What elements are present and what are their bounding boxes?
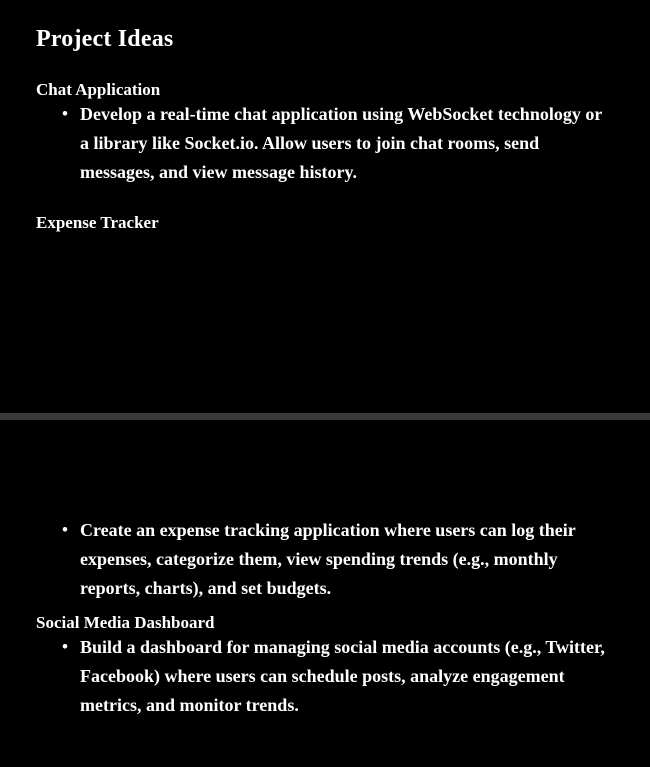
list-item: • Create an expense tracking application where users can log their expenses, categorize them, view spending trends (e.g., monthly reports, charts), and set budgets. <box>36 516 614 603</box>
section-heading-expense-tracker: Expense Tracker <box>36 213 159 232</box>
page-title: Project Ideas <box>36 26 174 52</box>
bullet-list-expense-tracker <box>36 516 614 603</box>
section-heading-chat-application: Chat Application <box>36 80 161 99</box>
bullet-list-chat-application <box>36 100 614 187</box>
list-item: • Develop a real-time chat application using WebSocket technology or a library like Socket.io. Allow users to join chat rooms, send messages, and view message history. <box>36 100 614 187</box>
document-bottom-section <box>0 420 650 720</box>
page-top-margin-spacer <box>36 420 614 516</box>
document-top-section <box>0 0 650 233</box>
list-item: • Build a dashboard for managing social media accounts (e.g., Twitter, Facebook) where users can schedule posts, analyze engagement metrics, and monitor trends. <box>36 633 614 720</box>
bullet-list-social-media-dashboard <box>36 633 614 720</box>
page-break-divider <box>0 413 650 420</box>
section-heading-social-media-dashboard: Social Media Dashboard <box>36 613 215 632</box>
